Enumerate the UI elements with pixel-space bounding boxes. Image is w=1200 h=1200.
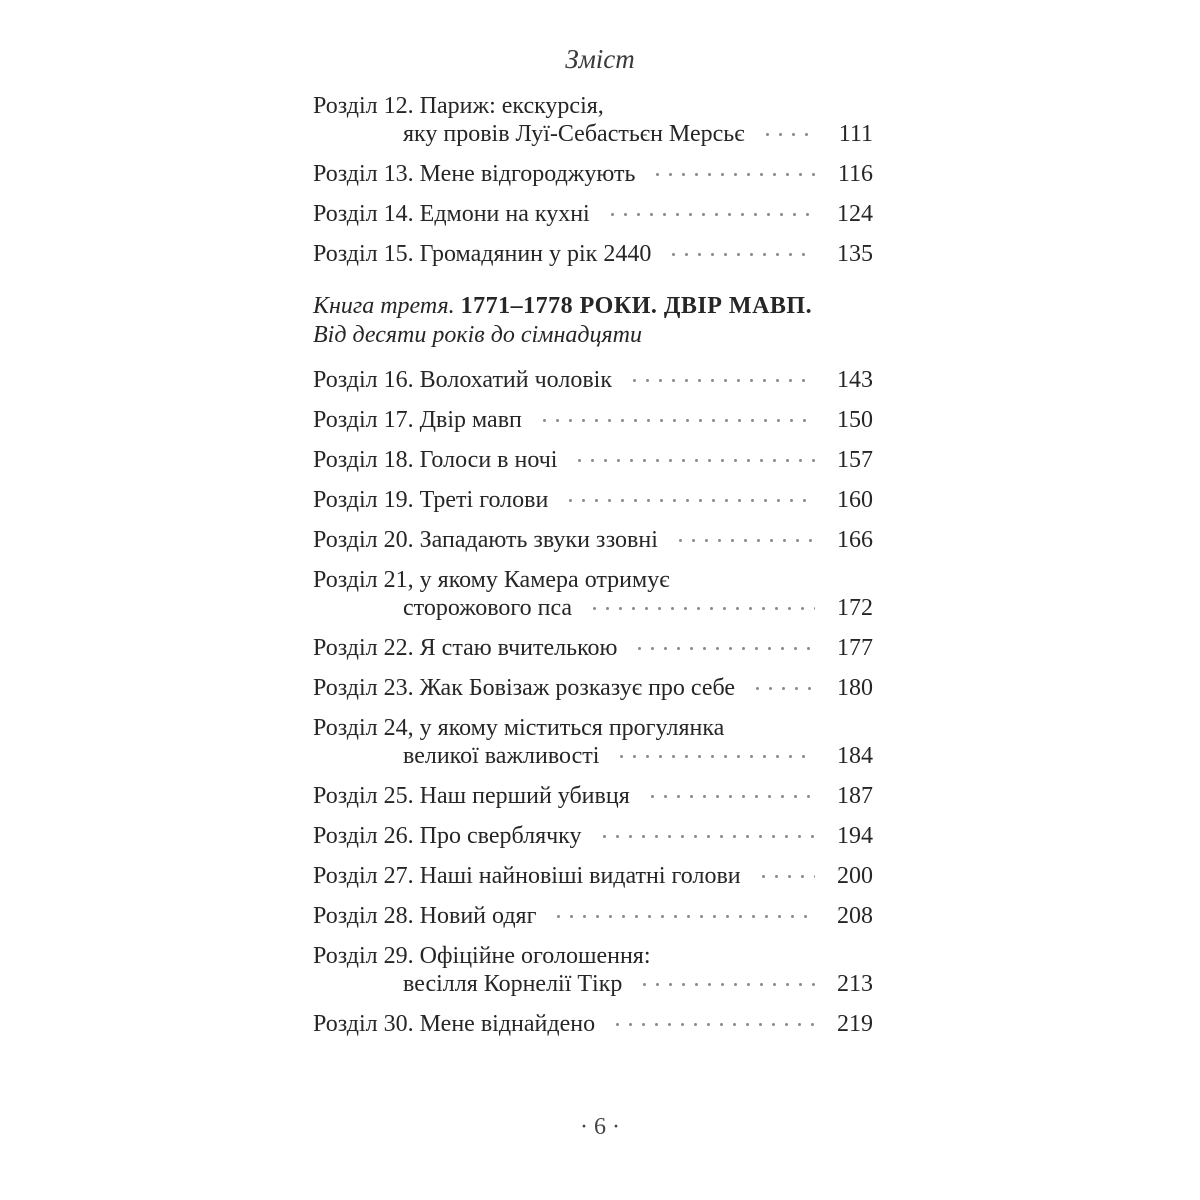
toc-page-number: 124 bbox=[837, 201, 873, 227]
toc-page-number: 219 bbox=[837, 1011, 873, 1037]
toc-entry-title: Розділ 16. Волохатий чоловік bbox=[313, 367, 613, 393]
toc-entry-title: Розділ 26. Про сверблячку bbox=[313, 823, 582, 849]
toc-page-number: 213 bbox=[837, 971, 873, 997]
dot-leader bbox=[761, 133, 816, 136]
toc-entry-title: Розділ 27. Наші найновіші видатні голови bbox=[313, 863, 741, 889]
toc-entry bbox=[313, 862, 873, 890]
toc-entry-title: Розділ 15. Громадянин у рік 2440 bbox=[313, 241, 652, 267]
toc-entry bbox=[313, 486, 873, 514]
toc-page-number: 166 bbox=[837, 527, 873, 553]
toc-page-number: 187 bbox=[837, 783, 873, 809]
toc-entry-title-line1: Розділ 21, у якому Камера отримує bbox=[313, 567, 670, 593]
toc-entry bbox=[313, 822, 873, 850]
dot-leader bbox=[646, 795, 815, 798]
toc-page-number: 200 bbox=[837, 863, 873, 889]
toc-page-number: 194 bbox=[837, 823, 873, 849]
toc-entry-title: Розділ 19. Треті голови bbox=[313, 487, 549, 513]
table-of-contents bbox=[313, 92, 873, 1050]
toc-page-number: 160 bbox=[837, 487, 873, 513]
toc-page-number: 135 bbox=[837, 241, 873, 267]
toc-entry bbox=[313, 1010, 873, 1038]
toc-entry bbox=[313, 92, 873, 148]
dot-leader bbox=[638, 983, 815, 986]
dot-leader bbox=[611, 1023, 815, 1026]
toc-entry-title: Розділ 18. Голоси в ночі bbox=[313, 447, 558, 473]
toc-entry bbox=[313, 526, 873, 554]
toc-page-number: 111 bbox=[838, 121, 873, 147]
toc-section-book-label: Книга третя. bbox=[313, 293, 455, 319]
toc-entry-title: Розділ 25. Наш перший убивця bbox=[313, 783, 630, 809]
toc-entry-title-line1: Розділ 24, у якому міститься прогулянка bbox=[313, 715, 725, 741]
dot-leader bbox=[651, 173, 815, 176]
toc-section-subtitle: Від десяти років до сімнадцяти bbox=[313, 322, 643, 348]
toc-page-number: 116 bbox=[837, 161, 873, 187]
toc-page-number: 177 bbox=[837, 635, 873, 661]
toc-section-heading bbox=[313, 292, 873, 350]
toc-entry bbox=[313, 674, 873, 702]
toc-entry bbox=[313, 240, 873, 268]
dot-leader bbox=[538, 419, 815, 422]
toc-entry bbox=[313, 566, 873, 622]
dot-leader bbox=[667, 253, 815, 256]
toc-entry bbox=[313, 200, 873, 228]
dot-leader bbox=[615, 755, 815, 758]
dot-leader bbox=[674, 539, 815, 542]
dot-leader bbox=[628, 379, 815, 382]
toc-entry-title: Розділ 28. Новий одяг bbox=[313, 903, 537, 929]
page-title: Зміст bbox=[565, 44, 635, 74]
toc-page-number: 150 bbox=[837, 407, 873, 433]
page-number-footer: · 6 · bbox=[580, 1114, 620, 1140]
toc-section-title: 1771–1778 РОКИ. ДВІР МАВП. bbox=[460, 293, 813, 319]
toc-page-number: 180 bbox=[837, 675, 873, 701]
dot-leader bbox=[552, 915, 815, 918]
toc-entry bbox=[313, 902, 873, 930]
dot-leader bbox=[588, 607, 815, 610]
toc-section-heading-line1 bbox=[313, 292, 873, 321]
dot-leader bbox=[598, 835, 816, 838]
toc-entry-title-line1: Розділ 12. Париж: екскурсія, bbox=[313, 93, 604, 119]
toc-entry bbox=[313, 714, 873, 770]
toc-entry-title-line2: сторожового пса bbox=[403, 595, 573, 621]
dot-leader bbox=[573, 459, 815, 462]
toc-entry-title-line2: великої важливості bbox=[403, 743, 600, 769]
toc-entry-title-line1: Розділ 29. Офіційне оголошення: bbox=[313, 943, 651, 969]
toc-page-number: 208 bbox=[837, 903, 873, 929]
toc-entry bbox=[313, 782, 873, 810]
dot-leader bbox=[751, 687, 815, 690]
dot-leader bbox=[564, 499, 815, 502]
toc-entry bbox=[313, 446, 873, 474]
dot-leader bbox=[606, 213, 815, 216]
toc-entry-title: Розділ 22. Я стаю вчителькою bbox=[313, 635, 618, 661]
toc-page-number: 143 bbox=[837, 367, 873, 393]
toc-entry bbox=[313, 634, 873, 662]
toc-page-number: 157 bbox=[837, 447, 873, 473]
toc-entry-title: Розділ 23. Жак Бовізаж розказує про себе bbox=[313, 675, 736, 701]
toc-entry-title: Розділ 30. Мене віднайдено bbox=[313, 1011, 596, 1037]
toc-entry bbox=[313, 942, 873, 998]
toc-entry bbox=[313, 366, 873, 394]
toc-page-number: 172 bbox=[837, 595, 873, 621]
toc-entry-title: Розділ 20. Западають звуки ззовні bbox=[313, 527, 658, 553]
toc-entry-title: Розділ 17. Двір мавп bbox=[313, 407, 522, 433]
toc-entry-title-line2: весілля Корнелії Тікр bbox=[403, 971, 623, 997]
toc-entry-title-line2: яку провів Луї-Себастьєн Мерсьє bbox=[403, 121, 745, 147]
dot-leader bbox=[633, 647, 815, 650]
toc-page-number: 184 bbox=[837, 743, 873, 769]
toc-entry-title: Розділ 14. Едмони на кухні bbox=[313, 201, 590, 227]
dot-leader bbox=[757, 875, 815, 878]
toc-entry bbox=[313, 160, 873, 188]
toc-entry bbox=[313, 406, 873, 434]
toc-entry-title: Розділ 13. Мене відгороджують bbox=[313, 161, 636, 187]
